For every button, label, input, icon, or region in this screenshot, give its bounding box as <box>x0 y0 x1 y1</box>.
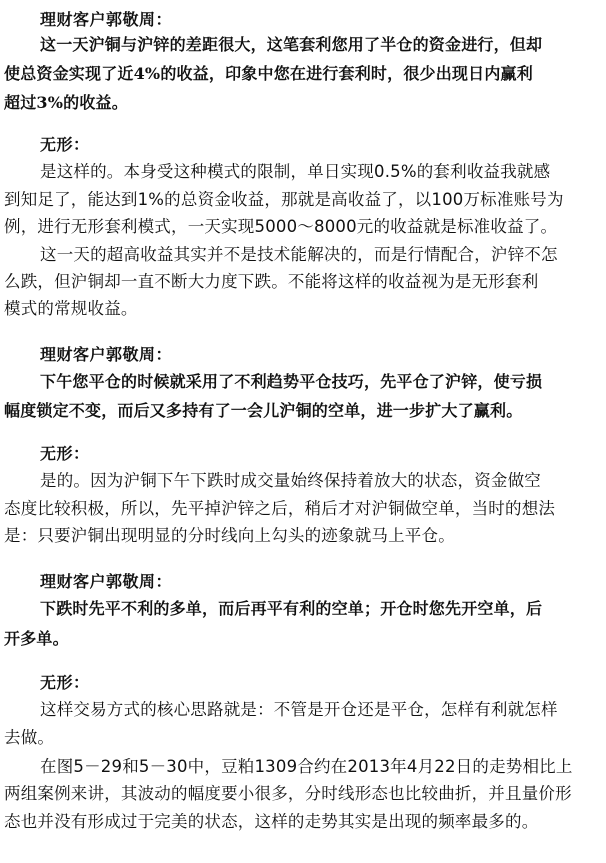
speaker-label: 理财客户郭敬周： <box>40 572 173 591</box>
speaker-label: 理财客户郭敬周： <box>40 10 173 29</box>
paragraph-line: 是这样的。本身受这种模式的限制，单日实现0.5%的套利收益我就感 <box>40 162 551 181</box>
speaker-label: 理财客户郭敬周： <box>40 345 173 364</box>
paragraph-line: 使总资金实现了近4%的收益，印象中您在进行套利时，很少出现日内赢利 <box>4 64 533 83</box>
paragraph-line: 例，进行无形套利模式，一天实现5000～8000元的收益就是标准收益了。 <box>4 217 558 236</box>
paragraph-line: 超过3%的收益。 <box>4 93 128 112</box>
paragraph-line: 模式的常规收益。 <box>4 299 138 318</box>
speaker-label: 无形： <box>40 135 90 154</box>
paragraph-line: 这一天沪铜与沪锌的差距很大，这笔套利您用了半仓的资金进行，但却 <box>40 35 543 54</box>
paragraph-line: 下跌时先平不利的多单，而后再平有利的空单；开仓时您先开空单，后 <box>40 599 543 618</box>
speaker-label: 无形： <box>40 673 90 692</box>
paragraph-line: 下午您平仓的时候就采用了不利趋势平仓技巧，先平仓了沪锌，使亏损 <box>40 372 543 391</box>
paragraph-line: 态度比较积极，所以，先平掉沪锌之后，稍后才对沪铜做空单，当时的想法 <box>4 499 556 518</box>
paragraph-line: 幅度锁定不变，而后又多持有了一会儿沪铜的空单，进一步扩大了赢利。 <box>4 401 523 420</box>
paragraph-line: 去做。 <box>4 728 55 747</box>
paragraph-line: 是：只要沪铜出现明显的分时线向上勾头的迹象就马上平仓。 <box>4 526 455 545</box>
paragraph-line: 在图5－29和5－30中，豆粕1309合约在2013年4月22日的走势相比上 <box>40 757 573 776</box>
paragraph-line: 态也并没有形成过于完美的状态，这样的走势其实是出现的频率最多的。 <box>4 812 539 831</box>
paragraph-line: 这一天的超高收益其实并不是技术能解决的，而是行情配合，沪锌不怎 <box>40 245 558 264</box>
paragraph-line: 开多单。 <box>4 629 69 648</box>
paragraph-line: 到知足了，能达到1%的总资金收益，那就是高收益了，以100万标准账号为 <box>4 190 564 209</box>
paragraph-line: 两组案例来讲，其波动的幅度要小很多，分时线形态也比较曲折，并且量价形 <box>4 784 572 803</box>
paragraph-line: 么跌，但沪铜却一直不断大力度下跌。不能将这样的收益视为是无形套利 <box>4 272 539 291</box>
paragraph-line: 这样交易方式的核心思路就是：不管是开仓还是平仓，怎样有利就怎样 <box>40 700 558 719</box>
speaker-label: 无形： <box>40 444 90 463</box>
paragraph-line: 是的。因为沪铜下午下跌时成交量始终保持着放大的状态，资金做空 <box>40 471 541 490</box>
